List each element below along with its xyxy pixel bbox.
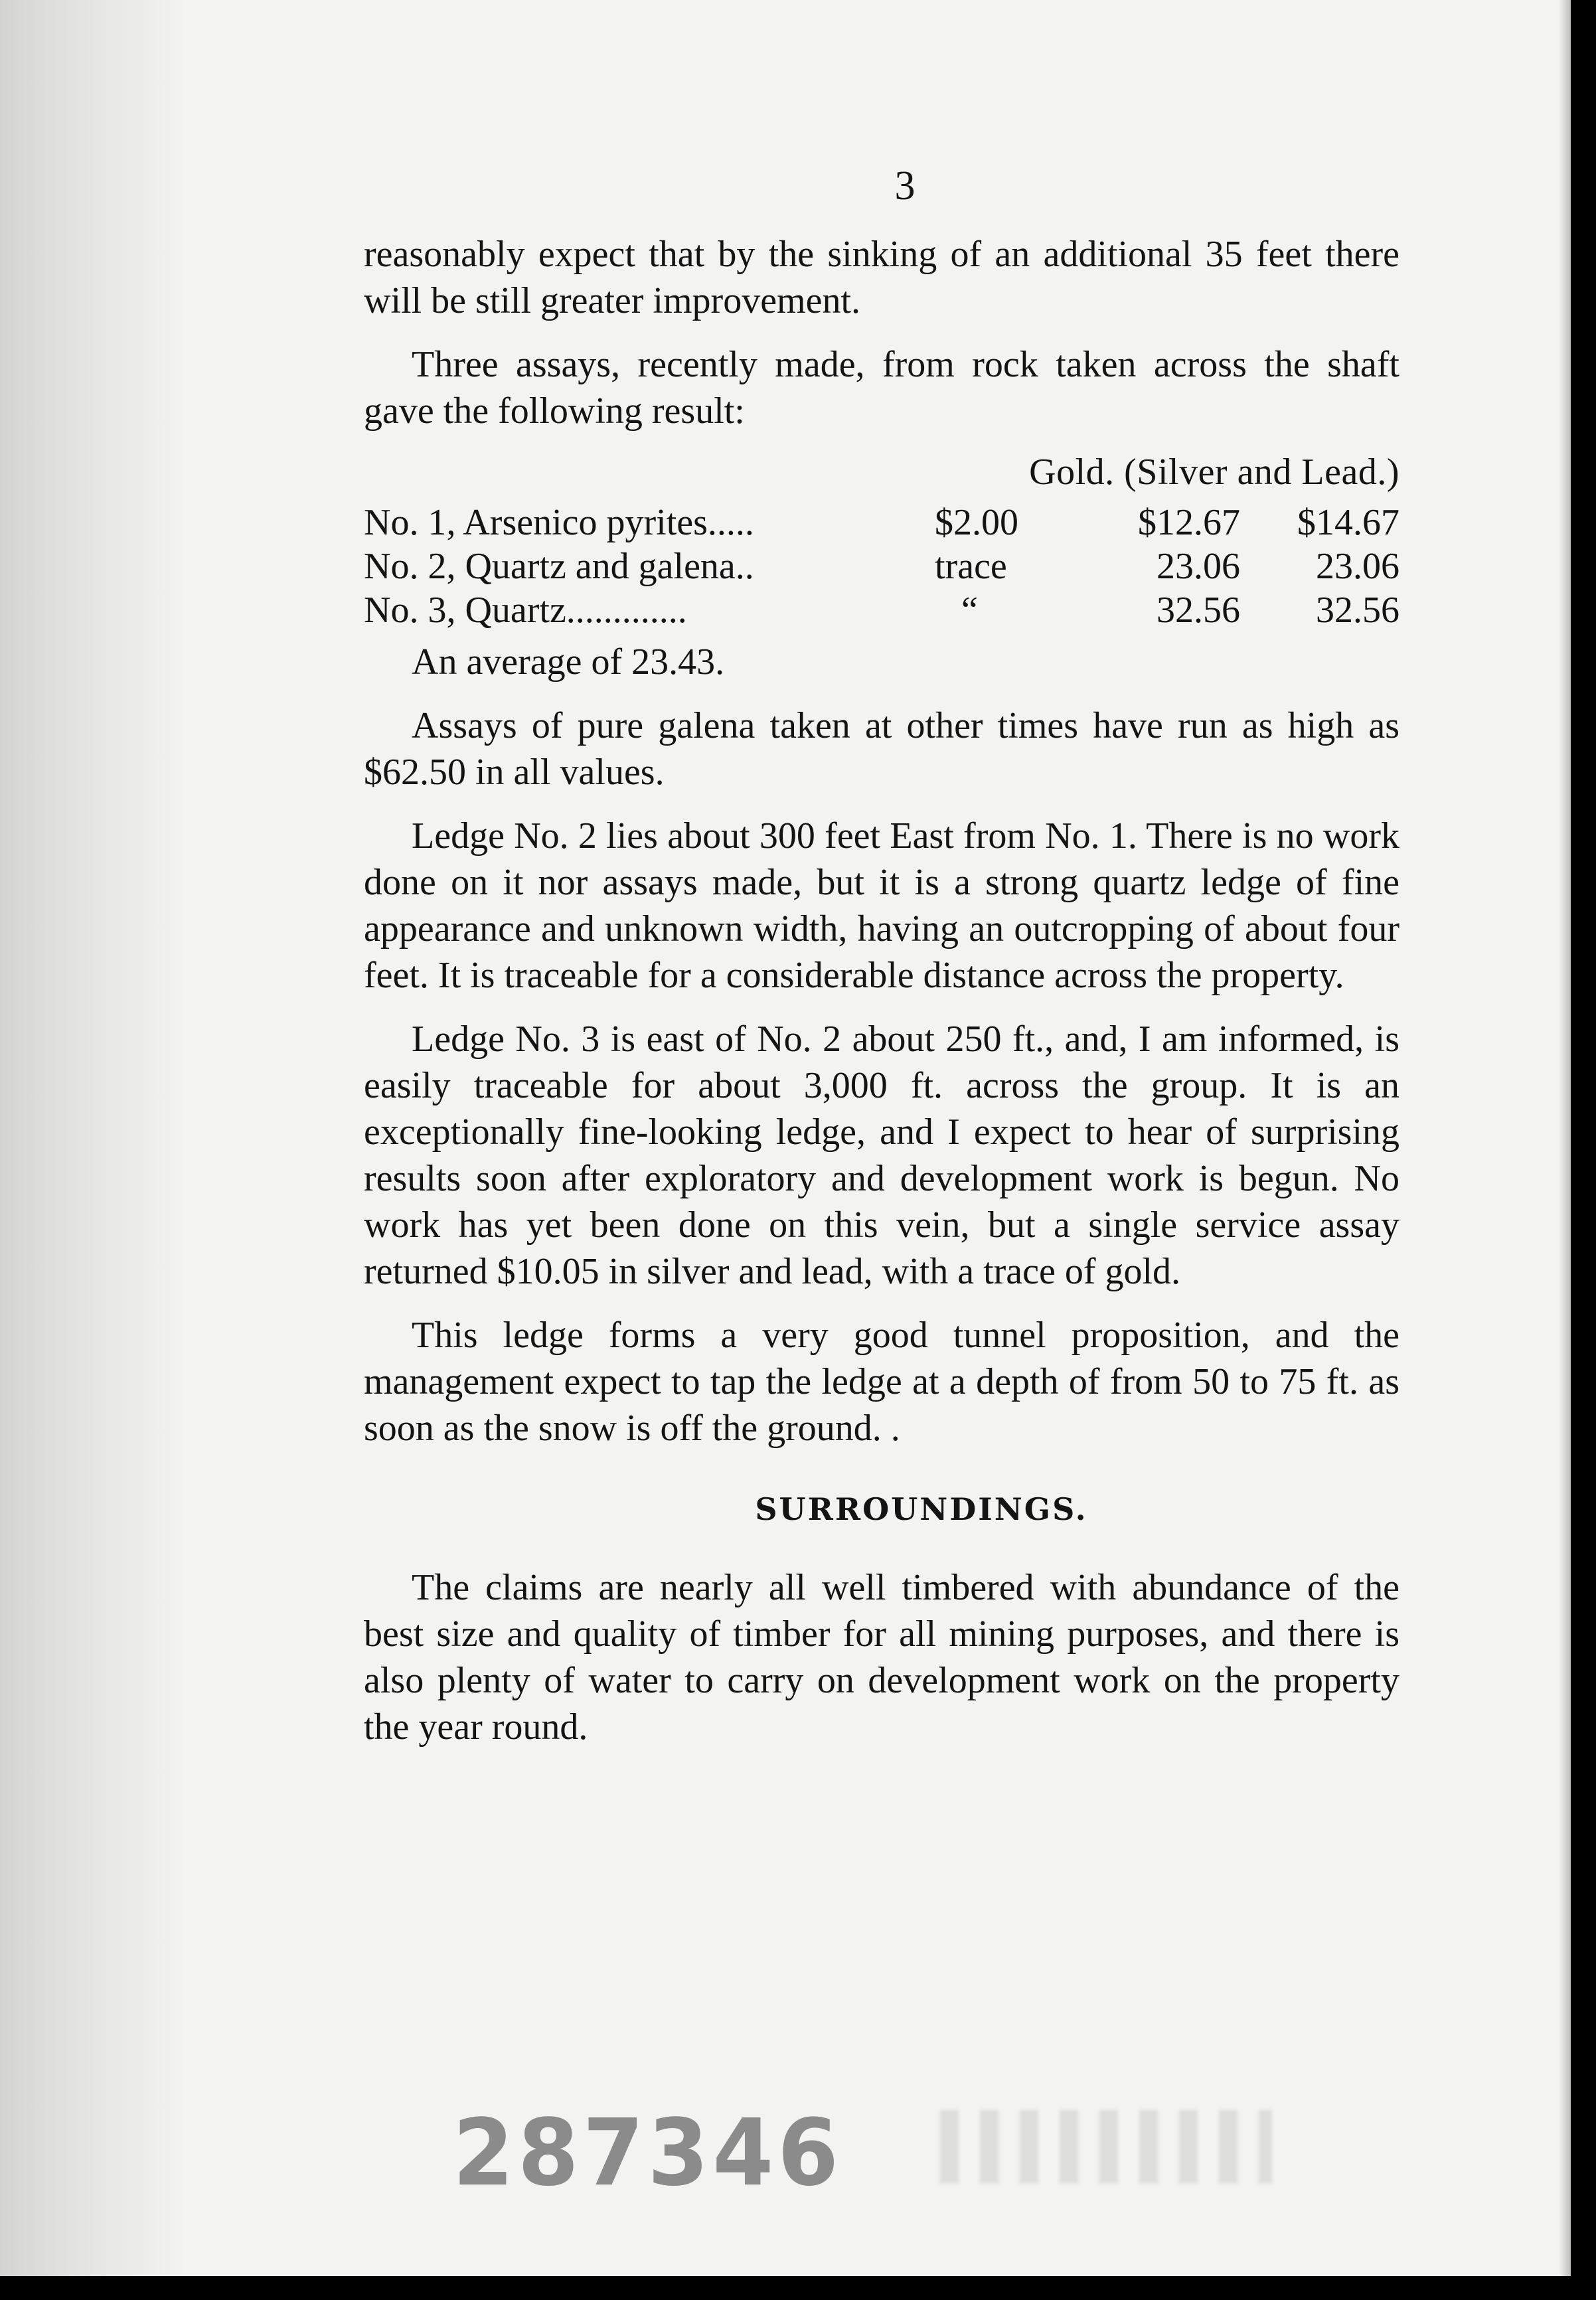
assay-total-value: $14.67 [1297,502,1399,543]
assay-gold-value: trace [935,546,1007,587]
body-paragraph: Ledge No. 2 lies about 300 feet East from No. 1. There is no work done on it nor assays made, but it is a strong quartz ledge of fine appearance and unknown width, having an outcropping of about four feet. It is traceable for a considerable distance across the property. [364,815,1399,996]
section-paragraph: The claims are nearly all well timbered with abundance of the best size and quality of timber for all mining purposes, and there is also plenty of water to carry on development work on the property the year round. [364,1567,1399,1748]
assay-label: No. 1, Arsenico pyrites..... [364,502,754,543]
assay-label: No. 2, Quartz and galena.. [364,546,754,587]
faint-stamp-mark [940,2110,1272,2183]
intro-paragraph: reasonably expect that by the sinking of an additional 35 feet there will be still greater improvement. [364,234,1399,321]
assay-total-value: 32.56 [1316,590,1399,631]
assay-table [364,501,1399,632]
table-row [364,588,1399,632]
assay-table-header: Gold. (Silver and Lead.) [1029,452,1399,493]
assay-silver-lead-value: 23.06 [1157,546,1240,587]
assay-total-value: 23.06 [1316,546,1399,587]
body-paragraph: This ledge forms a very good tunnel proposition, and the management expect to tap the ledge at a depth of from 50 to 75 ft. as soon as the snow is off the ground. . [364,1315,1399,1449]
table-row [364,501,1399,544]
assays-intro-paragraph: Three assays, recently made, from rock taken across the shaft gave the following result: [364,344,1399,432]
page-content [364,159,1399,1750]
body-paragraph: Assays of pure galena taken at other times have run as high as $62.50 in all values. [364,705,1399,793]
body-paragraph: Ledge No. 3 is east of No. 2 about 250 ft., and, I am informed, is easily traceable for about 3,000 ft. across the group. It is an exceptionally fine-looking ledge, and I expect to hear of surprising results soon after exploratory and development work is begun. No work has yet been done on this vein, but a single service assay returned $10.05 in silver and lead, with a trace of gold. [364,1019,1399,1292]
accession-stamp: 287346 [453,2099,843,2207]
assay-average: An average of 23.43. [412,641,725,683]
assay-silver-lead-value: $12.67 [1138,502,1240,543]
page-number: 3 [894,163,916,208]
page-edge-shadow [1559,0,1571,2276]
assay-gold-value: $2.00 [935,502,1018,543]
binding-gutter-shadow [0,0,186,2276]
table-row [364,544,1399,588]
assay-label: No. 3, Quartz............. [364,590,687,631]
section-heading: SURROUNDINGS. [755,1491,1088,1527]
assay-gold-value: “ [961,590,978,631]
assay-silver-lead-value: 32.56 [1157,590,1240,631]
